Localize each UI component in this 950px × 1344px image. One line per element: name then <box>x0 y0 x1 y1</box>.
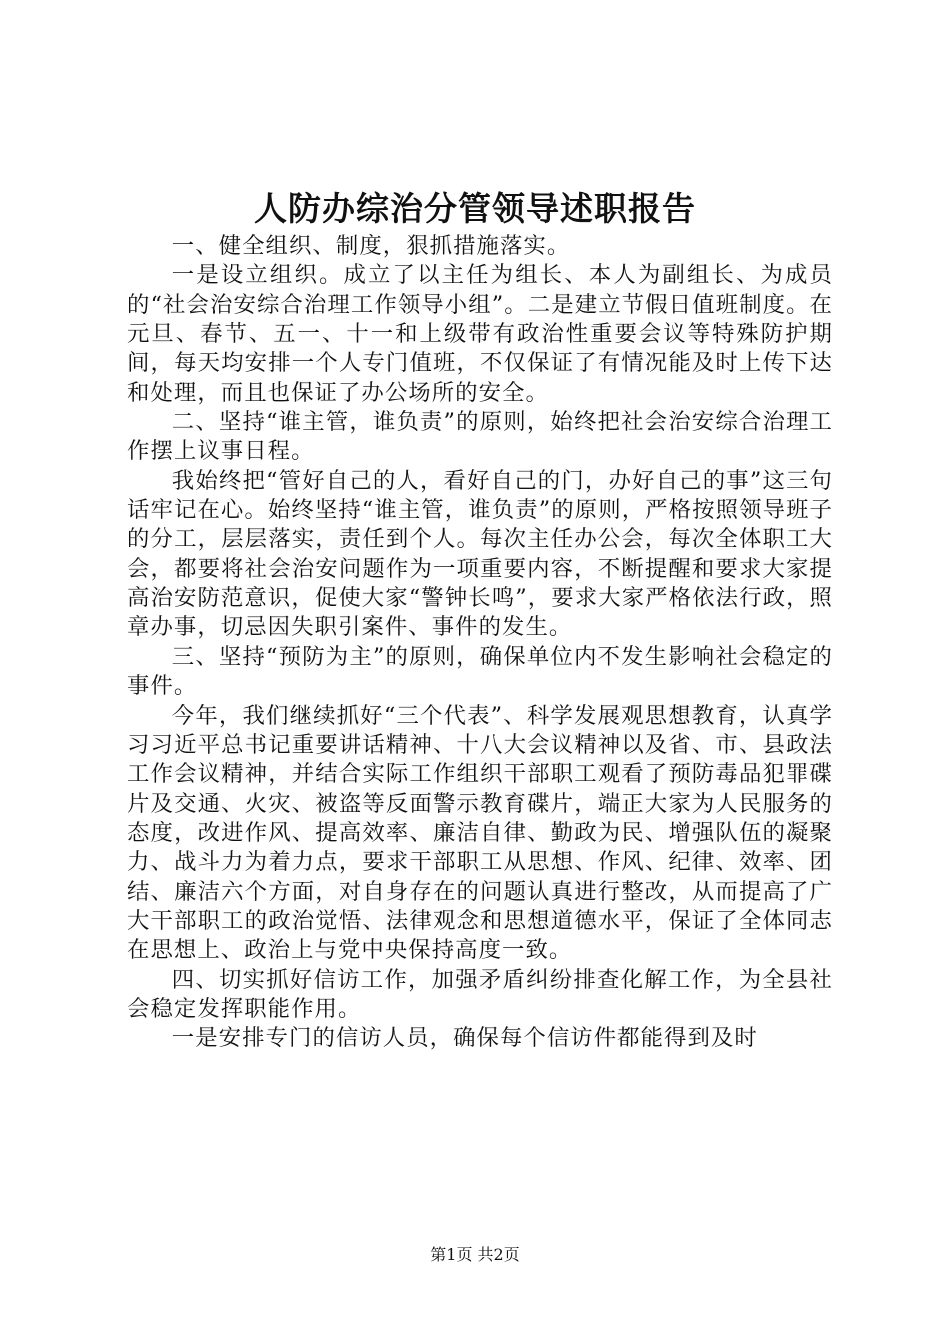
paragraph-section-2-heading: 二、坚持“谁主管，谁负责”的原则，始终把社会治安综合治理工作摆上议事日程。 <box>127 409 833 465</box>
paragraph-section-1-content: 一是设立组织。成立了以主任为组长、本人为副组长、为成员的“社会治安综合治理工作领导小组”。二是建立节假日值班制度。在元旦、春节、五一、十一和上级带有政治性重要会议等特殊防护期间，每天均安排一个人专门值班，不仅保证了有情况能及时上传下达和处理，而且也保证了办公场所的安全。 <box>127 262 833 406</box>
document-body <box>127 232 833 1054</box>
paragraph-section-1-heading: 一、健全组织、制度，狠抓措施落实。 <box>171 233 571 259</box>
page-number-footer: 第1页 共2页 <box>430 1245 520 1264</box>
document-title: 人防办综治分管领导述职报告 <box>254 189 696 228</box>
paragraph-section-3-heading: 三、坚持“预防为主”的原则，确保单位内不发生影响社会稳定的事件。 <box>127 643 833 700</box>
paragraph-section-4-heading: 四、切实抓好信访工作，加强矛盾纠纷排查化解工作，为全县社会稳定发挥职能作用。 <box>127 966 833 1022</box>
paragraph-section-4-content: 一是安排专门的信访人员，确保每个信访件都能得到及时 <box>171 1025 758 1052</box>
paragraph-section-2-content: 我始终把“管好自己的人，看好自己的门，办好自己的事”这三句话牢记在心。始终坚持“谁主管，谁负责”的原则，严格按照领导班子的分工，层层落实，责任到个人。每次主任办公会，每次全体职工大会，都要将社会治安问题作为一项重要内容，不断提醒和要求大家提高治安防范意识，促使大家“警钟长鸣”，要求大家严格依法行政，照章办事，切忌因失职引案件、事件的发生。 <box>127 467 833 641</box>
paragraph-section-3-content: 今年，我们继续抓好“三个代表”、科学发展观思想教育，认真学习习近平总书记重要讲话精神、十八大会议精神以及省、市、县政法工作会议精神，并结合实际工作组织干部职工观看了预防毒品犯罪碟片及交通、火灾、被盗等反面警示教育碟片，端正大家为人民服务的态度，改进作风、提高效率、廉洁自律、勤政为民、增强队伍的凝聚力、战斗力为着力点，要求干部职工从思想、作风、纪律、效率、团结、廉洁六个方面，对自身存在的问题认真进行整改，从而提高了广大干部职工的政治觉悟、法律观念和思想道德水平，保证了全体同志在思想上、政治上与党中央保持高度一致。 <box>127 702 833 964</box>
